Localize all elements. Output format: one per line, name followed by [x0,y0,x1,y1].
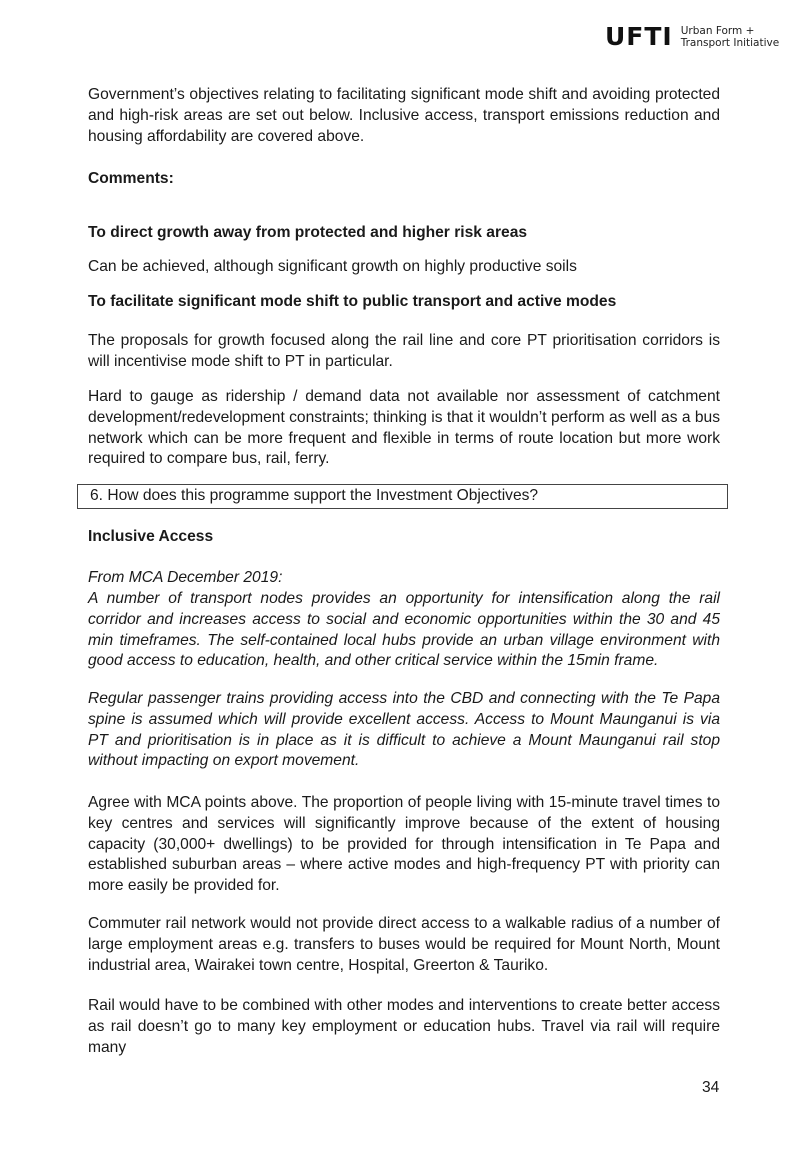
mode-shift-paragraph-2: Hard to gauge as ridership / demand data not available nor assessment of catchment development/redevelopment constraints; thinking is that it wouldn’t perform as well as a bus network which can be more frequent and flexible in terms of route location but more work required to compare bus, rail, ferry. [88,388,720,468]
logo-line-2: Transport Initiative [680,36,780,49]
mode-shift-heading: To facilitate significant mode shift to public transport and active modes [88,293,617,310]
logo-line-1: Urban Form + [680,24,755,37]
mca-paragraph-2: Regular passenger trains providing access into the CBD and connecting with the Te Papa spine is assumed which will provide excellent access. Access to Mount Maunganui is via PT and prioritisation is in place as it is difficult to achieve a Mount Maunganui rail stop without impacting on export movement. [88,690,720,770]
comments-heading: Comments: [88,170,174,187]
agree-paragraph: Agree with MCA points above. The proportion of people living with 15-minute travel times to key centres and services will significantly improve because of the extent of housing capacity (30,000+ dwellings) to be provided for through intensification in Te Papa and established suburban areas – where active modes and high-frequency PT with priority can more easily be provided for. [88,794,720,895]
commuter-paragraph: Commuter rail network would not provide direct access to a walkable radius of a number of large employment areas e.g. transfers to buses would be required for Mount North, Mount industrial area, Wairakei town centre, Hospital, Greerton & Tauriko. [88,915,720,974]
mode-shift-paragraph-1: The proposals for growth focused along the rail line and core PT prioritisation corridors is will incentivise mode shift to PT in particular. [88,332,720,370]
growth-text: Can be achieved, although significant growth on highly productive soils [88,258,577,275]
page-number: 34 [702,1079,720,1096]
mca-paragraph-1: A number of transport nodes provides an opportunity for intensification along the rail corridor and increases access to social and economic opportunities within the 30 and 45 min timeframes. The self-contained local hubs provide an urban village environment with good access to education, health, and other critical service within the 15min frame. [88,590,720,670]
mca-label: From MCA December 2019: [88,569,283,586]
question-box: 6. How does this programme support the Investment Objectives? [77,484,728,509]
inclusive-access-heading: Inclusive Access [88,528,214,545]
logo-mark: UFTI [605,22,673,51]
ufti-logo [605,24,779,49]
rail-paragraph: Rail would have to be combined with other modes and interventions to create better access as rail doesn’t go to many key employment or education hubs. Travel via rail will require many [88,997,720,1056]
logo-subtitle [681,25,779,49]
growth-heading: To direct growth away from protected and higher risk areas [88,224,528,241]
intro-paragraph: Government’s objectives relating to facilitating significant mode shift and avoiding protected and high-risk areas are set out below. Inclusive access, transport emissions reduction and housing affordability are covered above. [88,86,720,145]
